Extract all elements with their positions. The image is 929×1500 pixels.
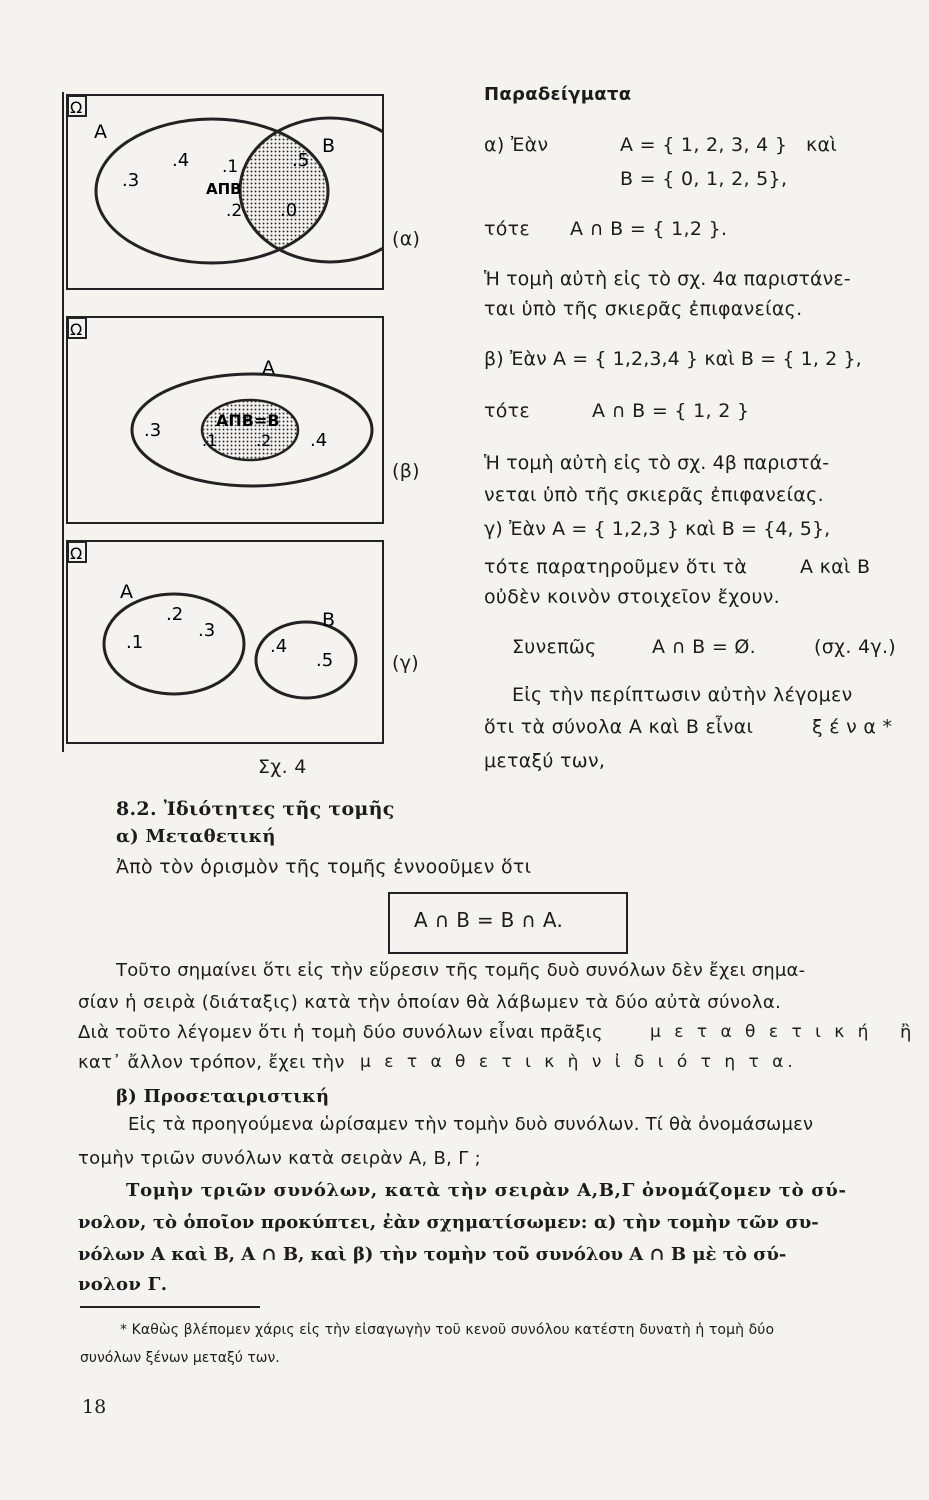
- figure-b-venn: [66, 316, 384, 524]
- para-2-line-1: Εἰς τὰ προηγούμενα ὡρίσαμεν τὴν τομὴν δυὸ συνόλων. Τί θὰ ὀνομάσωμεν: [128, 1114, 814, 1135]
- example-c-para-2a: ὅτι τὰ σύνολα A καὶ B εἶναι: [484, 716, 754, 738]
- intersection-label: ΑΠΒ=Β: [216, 411, 280, 430]
- set-b-label: B: [322, 609, 336, 631]
- subsection-a-title: α) Μεταθετική: [116, 826, 276, 847]
- examples-heading: Παραδείγματα: [484, 84, 632, 105]
- example-b-note-1: Ἡ τομὴ αὐτὴ εἰς τὸ σχ. 4β παριστά-: [484, 452, 830, 474]
- para-1-line-3b: μ ε τ α θ ε τ ι κ ή: [650, 1022, 873, 1042]
- example-a-set-b: B = { 0, 1, 2, 5},: [620, 168, 788, 190]
- element-label: .2: [256, 431, 272, 450]
- definition-line: Ἀπὸ τὸν ὁρισμὸν τῆς τομῆς ἐννοοῦμεν ὅτι: [116, 856, 532, 878]
- set-b-inner-ellipse: [202, 400, 298, 460]
- para-1-line-3a: Διὰ τοῦτο λέγομεν ὅτι ἡ τομὴ δύο συνόλων εἶναι πρᾶξις: [78, 1022, 603, 1043]
- figure-c-label: (γ): [392, 652, 419, 674]
- para-3-line-2: νολον, τὸ ὁποῖον προκύπτει, ἐὰν σχηματίσωμεν: α) τὴν τομὴν τῶν συ-: [78, 1212, 819, 1233]
- example-c-result: A ∩ B = Ø.: [652, 636, 757, 658]
- example-c-ref: (σχ. 4γ.): [814, 636, 896, 658]
- set-b-label: B: [322, 135, 336, 157]
- element-label: .1: [202, 431, 218, 450]
- footnote-line-1: * Καθὼς βλέπομεν χάρις εἰς τὴν εἰσαγωγὴν τοῦ κενοῦ συνόλου κατέστη δυνατὴ ἡ τομὴ δύο: [120, 1322, 775, 1338]
- figure-caption: Σχ. 4: [258, 756, 307, 778]
- element-label: .1: [126, 632, 144, 653]
- figure-c-venn: [66, 540, 384, 744]
- para-1-line-4b: μ ε τ α θ ε τ ι κ ὴ ν ἰ δ ι ό τ η τ α.: [360, 1052, 797, 1072]
- universe-label: Ω: [70, 544, 83, 563]
- element-label: .3: [198, 620, 216, 641]
- figure-b-label: (β): [392, 460, 420, 482]
- element-label: .5: [316, 650, 334, 671]
- element-label: .2: [166, 604, 184, 625]
- para-1-line-1: Τοῦτο σημαίνει ὅτι εἰς τὴν εὕρεσιν τῆς τομῆς δυὸ συνόλων δὲν ἔχει σημα-: [116, 960, 806, 981]
- element-label: .0: [280, 200, 298, 221]
- example-c-para-2b: ξ έ ν α *: [812, 716, 893, 738]
- example-c-line-2a: τότε παρατηροῦμεν ὅτι τὰ: [484, 556, 748, 578]
- example-b-tote: τότε: [484, 400, 530, 422]
- para-1-line-3c: ἢ: [900, 1022, 912, 1043]
- page-number: 18: [82, 1396, 107, 1418]
- footnote-line-2: συνόλων ξένων μεταξύ των.: [80, 1350, 280, 1366]
- universe-label: Ω: [70, 98, 83, 117]
- element-label: .3: [144, 420, 162, 441]
- element-label: .4: [270, 636, 288, 657]
- para-3-line-3: νόλων A καὶ B, A ∩ B, καὶ β) τὴν τομὴν τοῦ συνόλου A ∩ B μὲ τὸ σύ-: [78, 1244, 787, 1265]
- example-a-prefix: α) Ἐὰν: [484, 134, 549, 156]
- subsection-b-title: β) Προσεταιριστική: [116, 1086, 330, 1107]
- example-c-line-2b: A καὶ B: [800, 556, 871, 578]
- example-b-result: A ∩ B = { 1, 2 }: [592, 400, 750, 422]
- figure-a-label: (α): [392, 228, 421, 250]
- element-label: .1: [222, 157, 239, 177]
- element-label: .3: [122, 170, 140, 191]
- example-a-tote: τότε: [484, 218, 530, 240]
- figure-margin-rule: [62, 92, 64, 752]
- set-a-label: A: [120, 581, 133, 603]
- element-label: .5: [292, 150, 310, 171]
- example-c-synepos: Συνεπῶς: [512, 636, 597, 658]
- set-a-label: A: [262, 357, 275, 379]
- para-2-line-2: τομὴν τριῶν συνόλων κατὰ σειρὰν A, B, Γ ;: [78, 1148, 481, 1169]
- para-1-line-4a: κατ᾽ ἄλλον τρόπον, ἔχει τὴν: [78, 1052, 345, 1073]
- example-c-line: γ) Ἐὰν A = { 1,2,3 } καὶ B = {4, 5},: [484, 518, 831, 540]
- example-c-line-3: οὐδὲν κοινὸν στοιχεῖον ἔχουν.: [484, 586, 781, 608]
- universe-label: Ω: [70, 320, 83, 339]
- element-label: .2: [226, 201, 243, 221]
- section-title: 8.2. Ἰδιότητες τῆς τομῆς: [116, 798, 395, 820]
- commutative-formula: A ∩ B = B ∩ A.: [414, 908, 564, 932]
- footnote-rule: [80, 1306, 260, 1308]
- set-a-label: A: [94, 121, 107, 143]
- figure-a-venn: [66, 94, 384, 290]
- para-1-line-2: σίαν ἡ σειρὰ (διάταξις) κατὰ τὴν ὁποίαν θὰ λάβωμεν τὰ δύο αὐτὰ σύνολα.: [78, 992, 782, 1013]
- set-b-ellipse: [256, 622, 356, 698]
- para-3-line-1: Τομὴν τριῶν συνόλων, κατὰ τὴν σειρὰν A,B,Γ ὀνομάζομεν τὸ σύ-: [126, 1180, 847, 1201]
- element-label: .4: [310, 430, 328, 451]
- example-a-note-1: Ἡ τομὴ αὐτὴ εἰς τὸ σχ. 4α παριστάνε-: [484, 268, 851, 290]
- example-a-note-2: ται ὑπὸ τῆς σκιερᾶς ἐπιφανείας.: [484, 298, 803, 320]
- element-label: .4: [172, 150, 190, 171]
- example-c-para-1: Εἰς τὴν περίπτωσιν αὐτὴν λέγομεν: [512, 684, 853, 706]
- example-b-note-2: νεται ὑπὸ τῆς σκιερᾶς ἐπιφανείας.: [484, 484, 824, 506]
- intersection-label: ΑΠΒ: [206, 180, 242, 198]
- example-c-para-3: μεταξύ των,: [484, 750, 606, 772]
- example-b-line: β) Ἐὰν A = { 1,2,3,4 } καὶ B = { 1, 2 },: [484, 348, 862, 370]
- example-a-set-a: A = { 1, 2, 3, 4 }: [620, 134, 788, 156]
- example-a-result: A ∩ B = { 1,2 }.: [570, 218, 728, 240]
- example-a-kai: καὶ: [806, 134, 838, 156]
- para-3-line-4: νολον Γ.: [78, 1274, 168, 1295]
